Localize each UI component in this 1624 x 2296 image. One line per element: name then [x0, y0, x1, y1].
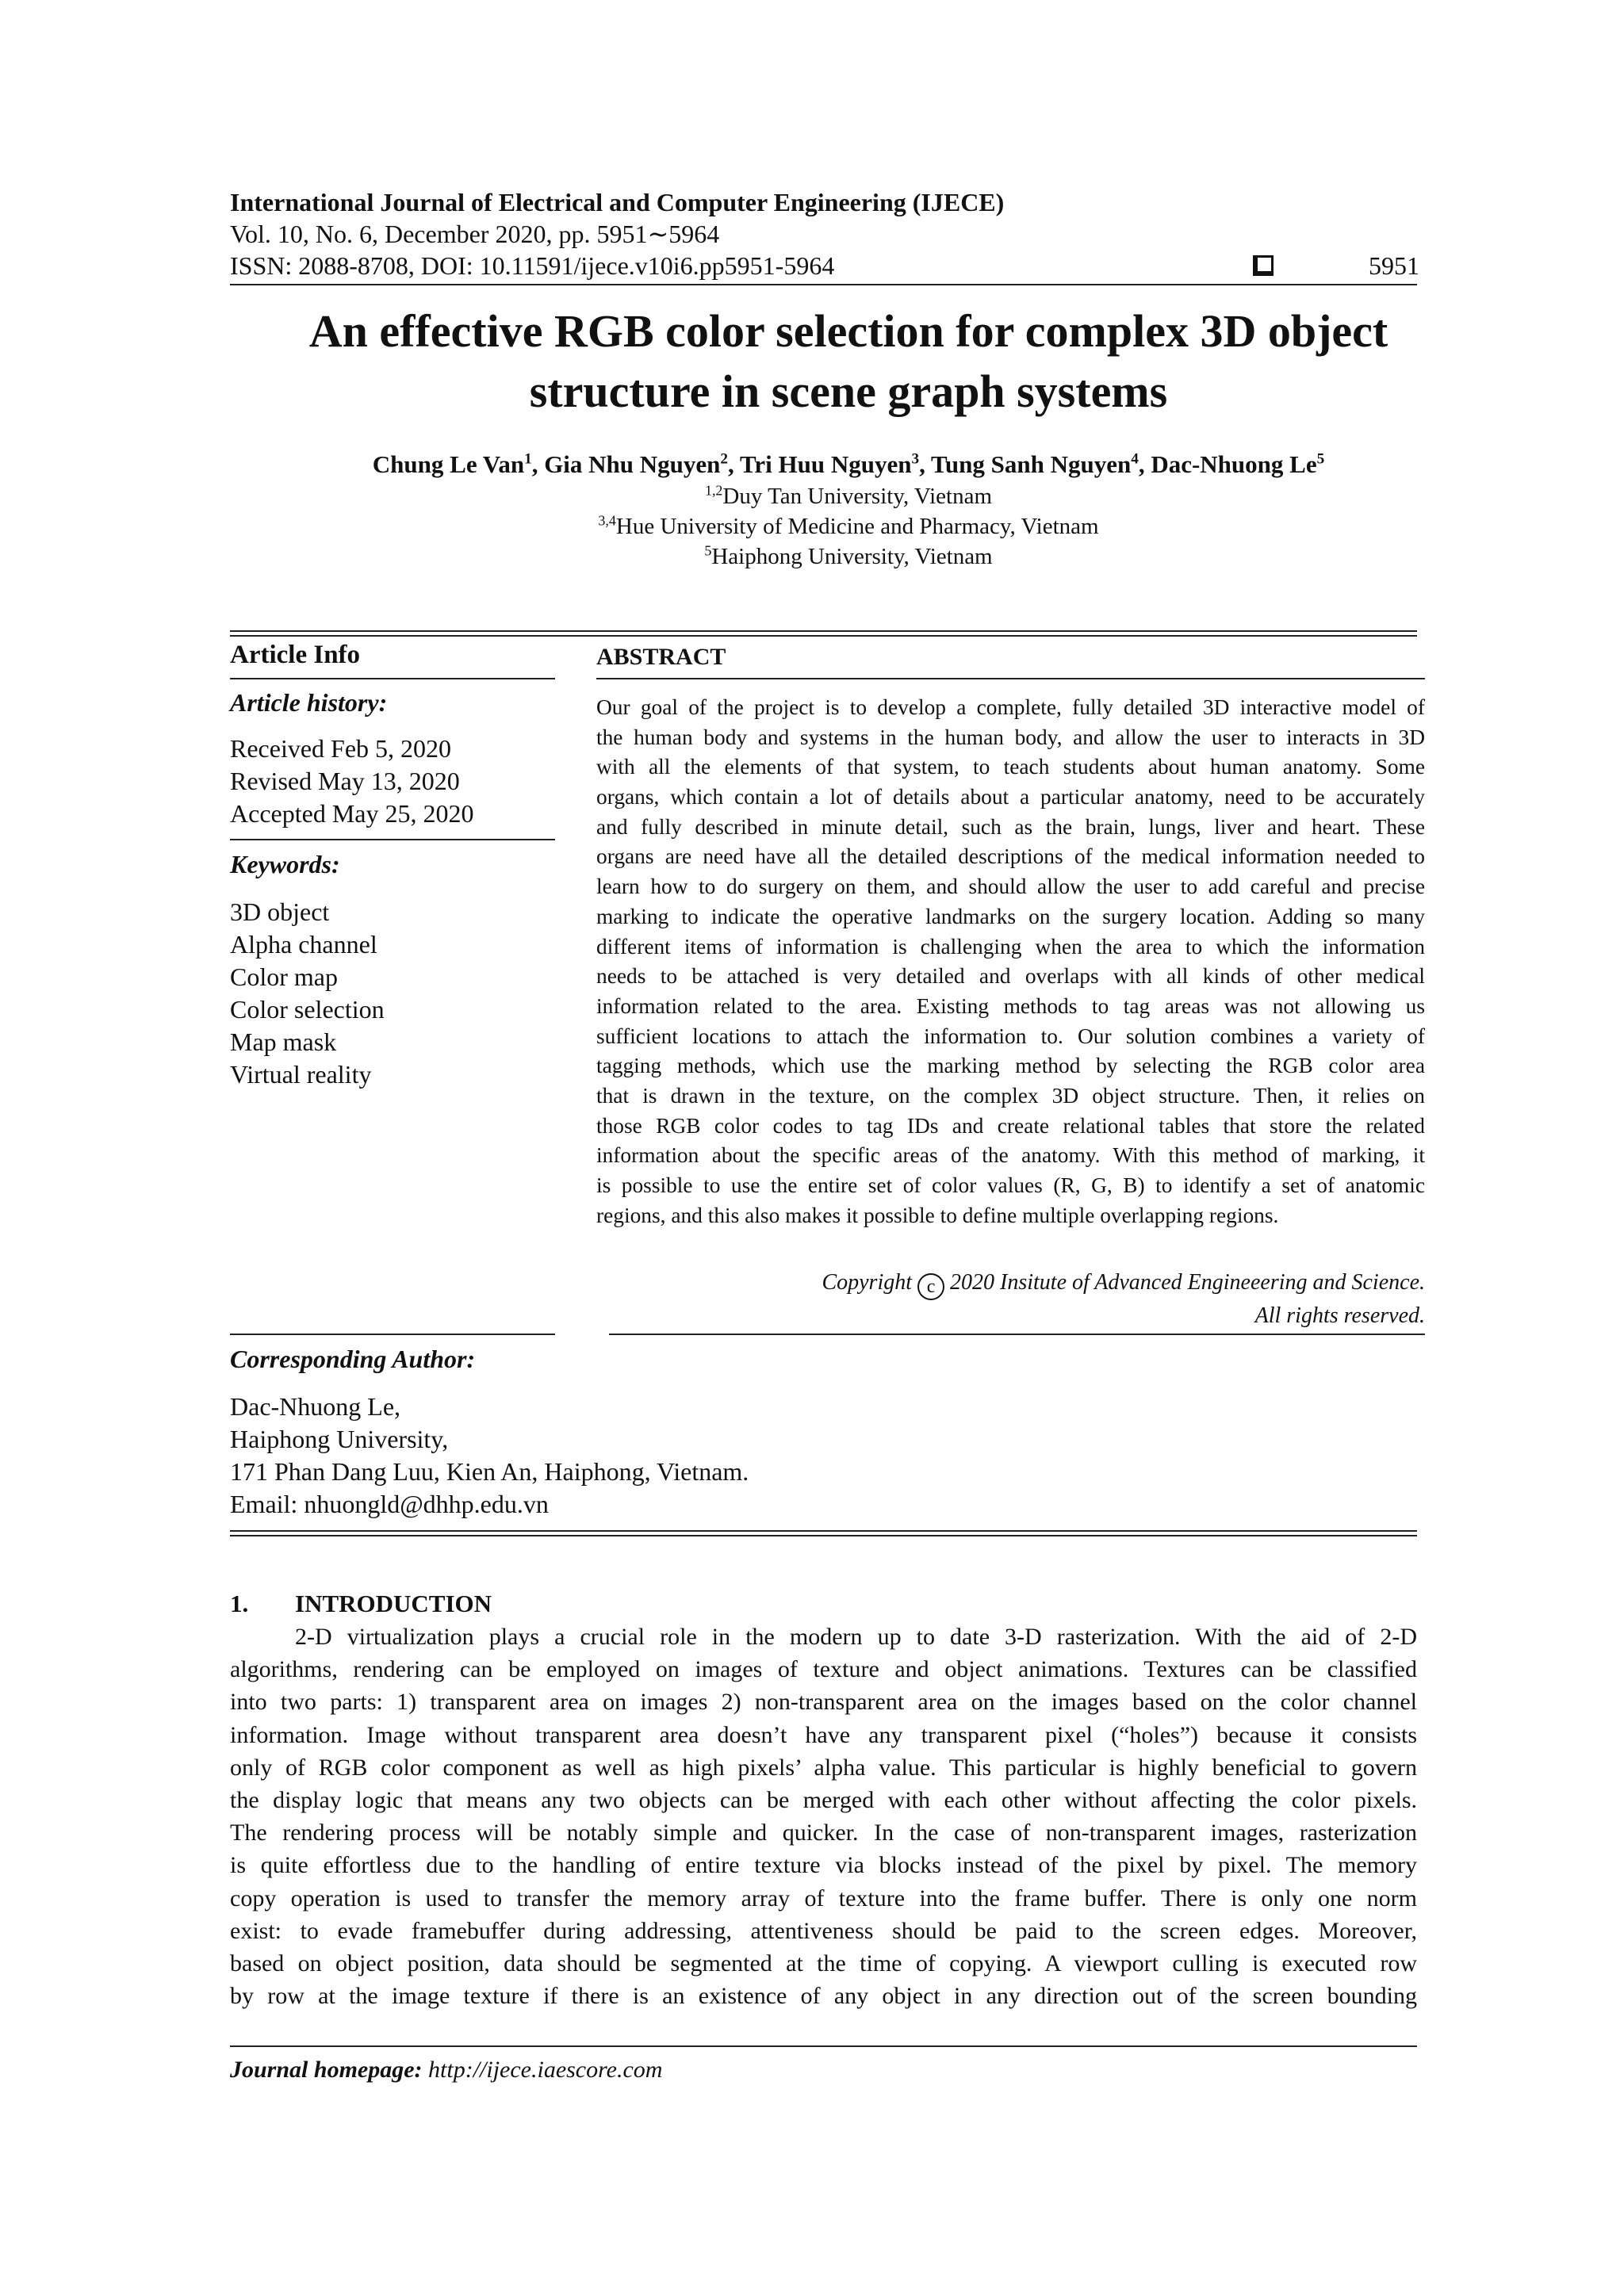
section-heading: INTRODUCTION [295, 1590, 492, 1617]
abstract-line: the human body and systems in the human body, and allow the user to interacts in 3D [596, 725, 1425, 749]
paper-title [230, 301, 1467, 422]
body-line: exist: to evade framebuffer during addressing, attentiveness should be paid to the screen edges. Moreover, [230, 1917, 1417, 1944]
abstract-line: organs are need have all the detailed descriptions of the medical information needed to [596, 844, 1425, 869]
section-number: 1. [230, 1590, 249, 1617]
copyright-prefix: Copyright [822, 1270, 913, 1295]
abstract-line: needs to be attached is very detailed and overlaps with all kinds of other medical [596, 964, 1425, 989]
footer-rule [230, 2045, 1417, 2047]
left-rule [230, 678, 555, 679]
double-rule-bottom [230, 1530, 1417, 1532]
corresponding-line: Dac-Nhuong Le, [230, 1392, 401, 1421]
double-rule-top [230, 635, 1417, 637]
abstract-line: sufficient locations to attach the information to. Our solution combines a variety of [596, 1024, 1425, 1048]
abstract-line: information about the specific areas of the anatomy. With this method of marking, it [596, 1143, 1425, 1168]
abstract-line: organs, which contain a lot of details about a particular anatomy, need to be accurately [596, 785, 1425, 809]
left-rule [230, 839, 555, 840]
abstract-line: tagging methods, which use the marking method by selecting the RGB color area [596, 1054, 1425, 1078]
body-line: algorithms, rendering can be employed on images of texture and object animations. Textures can be classified [230, 1656, 1417, 1683]
affiliation-text: Hue University of Medicine and Pharmacy, Vietnam [615, 514, 1099, 539]
author-name: Gia Nhu Nguyen [544, 450, 721, 478]
abstract-bottom-rule [609, 1334, 1425, 1335]
affiliation [230, 544, 1467, 570]
abstract-line: those RGB color codes to tag IDs and create relational tables that store the related [596, 1113, 1425, 1138]
copyright-text: 2020 Insitute of Advanced Engineeering and Science. [950, 1270, 1425, 1295]
author-sup: 2 [720, 450, 729, 468]
footer-label: Journal homepage: [230, 2057, 423, 2083]
accepted-date: Accepted May 25, 2020 [230, 799, 474, 828]
keyword: Map mask [230, 1027, 337, 1056]
abstract-line: and fully described in minute detail, such as the brain, lungs, liver and heart. These [596, 814, 1425, 839]
journal-volume: Vol. 10, No. 6, December 2020, pp. 5951∼5964 [230, 220, 720, 248]
body-line: 2-D virtualization plays a crucial role in the modern up to date 3-D rasterization. With the aid of 2-D [295, 1624, 1417, 1650]
abstract-line: with all the elements of that system, to teach students about human anatomy. Some [596, 755, 1425, 779]
abstract-line: is possible to use the entire set of color values (R, G, B) to identify a set of anatomic [596, 1173, 1425, 1197]
introduction-body [230, 1621, 1417, 2012]
author-name: Dac-Nhuong Le [1151, 450, 1317, 478]
keyword: Virtual reality [230, 1060, 372, 1089]
affiliation-sup: 5 [704, 542, 712, 559]
abstract-line: that is drawn in the texture, on the complex 3D object structure. Then, it relies on [596, 1083, 1425, 1108]
body-line: by row at the image texture if there is an existence of any object in any direction out of the screen bounding [230, 1983, 1417, 2010]
abstract-line: different items of information is challenging when the area to which the information [596, 934, 1425, 959]
received-date: Received Feb 5, 2020 [230, 734, 452, 763]
author-name: Tung Sanh Nguyen [931, 450, 1132, 478]
corresponding-author-label: Corresponding Author: [230, 1345, 476, 1373]
journal-homepage-link[interactable]: http://ijece.iaescore.com [428, 2057, 663, 2083]
affiliation [230, 514, 1467, 540]
author-name: Tri Huu Nguyen [739, 450, 912, 478]
footer [230, 2057, 662, 2084]
abstract-line: marking to indicate the operative landmarks on the surgery location. Adding so many [596, 904, 1425, 928]
double-rule-bottom [230, 1535, 1417, 1536]
affiliation-text: Duy Tan University, Vietnam [722, 484, 993, 509]
rights-reserved: All rights reserved. [1254, 1303, 1425, 1328]
abstract-line: Our goal of the project is to develop a complete, fully detailed 3D interactive model of [596, 695, 1425, 719]
corresponding-email: Email: nhuongld@dhhp.edu.vn [230, 1490, 549, 1518]
abstract-line: learn how to do surgery on them, and should allow the user to add careful and precise [596, 874, 1425, 899]
author-sup: 1 [524, 450, 532, 468]
double-rule-top [230, 630, 1417, 632]
author-sup: 5 [1316, 450, 1325, 468]
corresponding-line: 171 Phan Dang Luu, Kien An, Haiphong, Vietnam. [230, 1457, 749, 1486]
body-line: copy operation is used to transfer the memory array of texture into the frame buffer. There is only one norm [230, 1885, 1417, 1911]
header-rule [230, 284, 1417, 285]
body-line: based on object position, data should be segmented at the time of copying. A viewport culling is executed row [230, 1950, 1417, 1976]
author-sup: 4 [1131, 450, 1139, 468]
title-line: An effective RGB color selection for complex 3D object [308, 305, 1388, 357]
body-line: the display logic that means any two objects can be merged with each other without affecting the color pixels. [230, 1786, 1417, 1813]
keyword: Color map [230, 962, 338, 991]
journal-name: International Journal of Electrical and Computer Engineering (IJECE) [230, 188, 1005, 216]
affiliation-sup: 3,4 [598, 512, 616, 529]
copyright-notice [596, 1270, 1425, 1300]
body-line: into two parts: 1) transparent area on images 2) non-transparent area on the images based on the color channel [230, 1689, 1417, 1716]
abstract-line: information related to the area. Existing methods to tag areas was not allowing us [596, 993, 1425, 1018]
author-list: Chung Le Van$^1$, Gia Nhu Nguyen$^2$, Tri Huu Nguyen$^3$, Tung Sanh Nguyen$^4$, Dac-Nhuong Le$^5$ [372, 450, 1325, 478]
article-info-heading: Article Info [230, 641, 361, 669]
body-line: is quite effortless due to the handling of entire texture via blocks instead of the pixel by pixel. The memory [230, 1852, 1417, 1879]
abstract-rule [596, 678, 1425, 679]
body-line: information. Image without transparent area doesn’t have any transparent pixel (“holes”) because it consists [230, 1721, 1417, 1748]
author-name: Chung Le Van [372, 450, 525, 478]
body-line: The rendering process will be notably simple and quicker. In the case of non-transparent images, rasterization [230, 1820, 1417, 1846]
keyword: 3D object [230, 897, 330, 926]
page-number: 5951 [1369, 251, 1419, 280]
article-history-label: Article history: [230, 688, 388, 717]
abstract-heading: ABSTRACT [596, 644, 726, 670]
copyright-icon: c [917, 1273, 944, 1300]
body-line: only of RGB color component as well as high pixels’ alpha value. This particular is highly beneficial to govern [230, 1754, 1417, 1781]
square-box-icon [1253, 255, 1274, 278]
revised-date: Revised May 13, 2020 [230, 767, 460, 795]
author-sup: 3 [911, 450, 920, 468]
keywords-label: Keywords: [230, 850, 340, 878]
title-line: structure in scene graph systems [529, 365, 1168, 417]
keyword: Color selection [230, 995, 385, 1024]
corresponding-line: Haiphong University, [230, 1425, 449, 1453]
affiliation-sup: 1,2 [704, 482, 723, 499]
abstract-line: regions, and this also makes it possible to define multiple overlapping regions. [596, 1203, 1279, 1227]
affiliation-text: Haiphong University, Vietnam [711, 544, 993, 569]
left-rule [230, 1334, 555, 1335]
keyword: Alpha channel [230, 930, 377, 959]
abstract-body [596, 693, 1425, 1230]
journal-issn: ISSN: 2088-8708, DOI: 10.11591/ijece.v10i6.pp5951-5964 [230, 251, 835, 280]
affiliation [230, 484, 1467, 510]
